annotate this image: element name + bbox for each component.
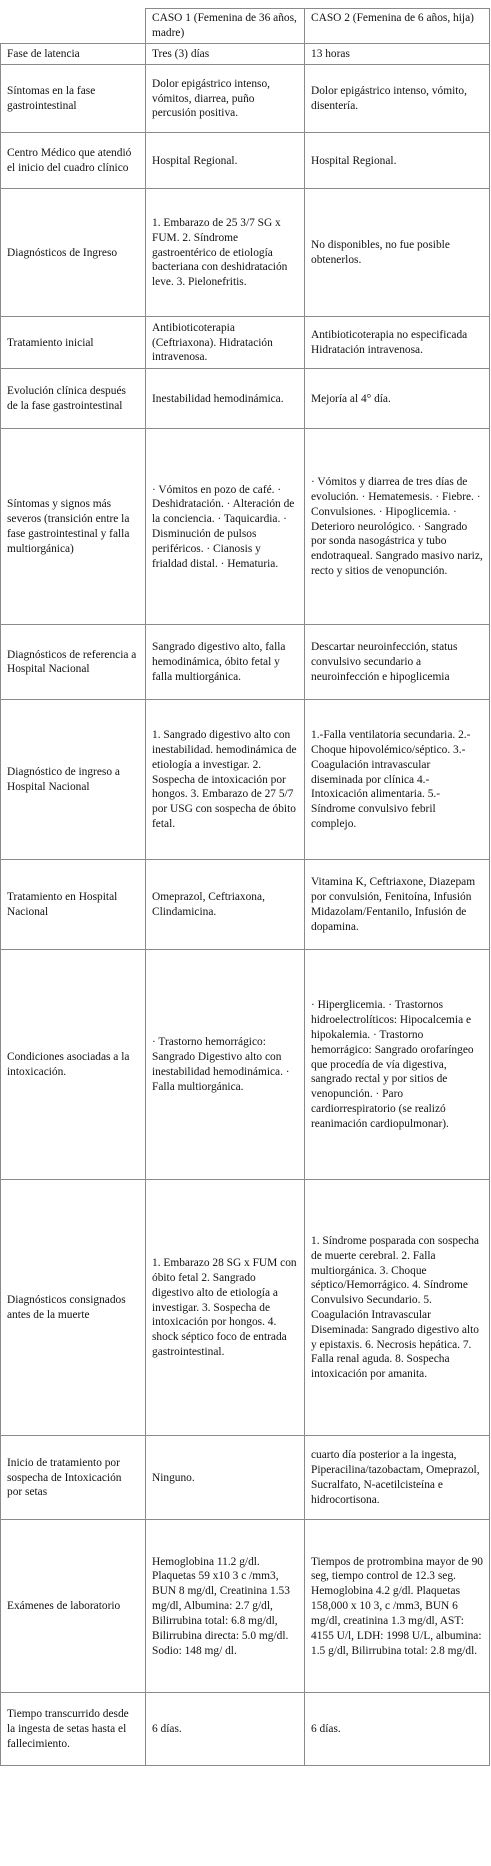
table-row bbox=[1, 1693, 490, 1766]
case1-cell: Hemoglobina 11.2 g/dl. Plaquetas 59 x10 3 c /mm3, BUN 8 mg/dl, Creatinina 1.53 mg/dl, Albumina: 2.7 g/dl, Bilirrubina total: 6.8 mg/dl, Bilirrubina directa: 5.0 mg/dl. Sodio: 148 mg/ dl. bbox=[146, 1520, 305, 1693]
table-row bbox=[1, 950, 490, 1180]
header-case2: CASO 2 (Femenina de 6 años, hija) bbox=[305, 9, 490, 44]
table-row bbox=[1, 133, 490, 189]
row-label: Fase de latencia bbox=[1, 43, 146, 65]
row-label: Diagnósticos consignados antes de la muerte bbox=[1, 1180, 146, 1436]
case2-cell: Descartar neuroinfección, status convulsivo secundario a neuroinfección e hipoglicemia bbox=[305, 625, 490, 700]
case2-cell: 13 horas bbox=[305, 43, 490, 65]
case2-cell: Mejoría al 4° día. bbox=[305, 369, 490, 429]
table-row bbox=[1, 189, 490, 317]
case2-cell: No disponibles, no fue posible obtenerlos. bbox=[305, 189, 490, 317]
case1-cell: Dolor epigástrico intenso, vómitos, diarrea, puño percusión positiva. bbox=[146, 65, 305, 133]
row-label: Exámenes de laboratorio bbox=[1, 1520, 146, 1693]
row-label: Evolución clínica después de la fase gastrointestinal bbox=[1, 369, 146, 429]
case1-cell: Sangrado digestivo alto, falla hemodinámica, óbito fetal y falla multiorgánica. bbox=[146, 625, 305, 700]
case2-cell: 6 días. bbox=[305, 1693, 490, 1766]
case1-cell: · Vómitos en pozo de café. · Deshidratación. · Alteración de la conciencia. · Taquicardia. · Disminución de pulsos periféricos. · Cianosis y frialdad distal. · Hematuria. bbox=[146, 429, 305, 625]
table-row bbox=[1, 700, 490, 860]
case1-cell: Tres (3) días bbox=[146, 43, 305, 65]
case2-cell: Antibioticoterapia no especificada Hidratación intravenosa. bbox=[305, 317, 490, 369]
clinical-cases-table bbox=[0, 8, 490, 1766]
case2-cell: · Vómitos y diarrea de tres días de evolución. · Hematemesis. · Fiebre. · Convulsiones. · Hipoglicemia. · Deterioro neurológico. · Sangrado por sonda nasogástrica y tubo endotraqueal. Sangrado masivo nariz, recto y sitios de venopunción. bbox=[305, 429, 490, 625]
case1-cell: Inestabilidad hemodinámica. bbox=[146, 369, 305, 429]
row-label: Tiempo transcurrido desde la ingesta de setas hasta el fallecimiento. bbox=[1, 1693, 146, 1766]
row-label: Condiciones asociadas a la intoxicación. bbox=[1, 950, 146, 1180]
header-corner-cell bbox=[1, 9, 146, 44]
case2-cell: Dolor epigástrico intenso, vómito, disentería. bbox=[305, 65, 490, 133]
case1-cell: Ninguno. bbox=[146, 1436, 305, 1520]
table-row bbox=[1, 43, 490, 65]
row-label: Diagnóstico de ingreso a Hospital Nacional bbox=[1, 700, 146, 860]
row-label: Tratamiento inicial bbox=[1, 317, 146, 369]
table-row bbox=[1, 65, 490, 133]
case2-cell: Tiempos de protrombina mayor de 90 seg, tiempo control de 12.3 seg. Hemoglobina 4.2 g/dl. Plaquetas 158,000 x 10 3, c /mm3, BUN 6 mg/dl, creatinina 1.3 mg/dl, AST: 4155 U/l, LDH: 1998 U/L, albumina: 1.5 g/dl, Bilirrubina total: 2.8 mg/dl. bbox=[305, 1520, 490, 1693]
case1-cell: · Trastorno hemorrágico: Sangrado Digestivo alto con inestabilidad hemodinámica. · Falla multiorgánica. bbox=[146, 950, 305, 1180]
case1-cell: Omeprazol, Ceftriaxona, Clindamicina. bbox=[146, 860, 305, 950]
row-label: Centro Médico que atendió el inicio del cuadro clínico bbox=[1, 133, 146, 189]
table-header-row bbox=[1, 9, 490, 44]
case2-cell: · Hiperglicemia. · Trastornos hidroelectrolíticos: Hipocalcemia e hipokalemia. · Trastorno hemorrágico: Sangrado orofaríngeo que procedía de vía digestiva, sangrado rectal y por sitios de venopunción. · Paro cardiorrespiratorio (se realizó reanimación cardiopulmonar). bbox=[305, 950, 490, 1180]
case1-cell: 6 días. bbox=[146, 1693, 305, 1766]
case2-cell: cuarto día posterior a la ingesta, Piperacilina/tazobactam, Omeprazol, Sucralfato, N-acetilcisteína e hidrocortisona. bbox=[305, 1436, 490, 1520]
case1-cell: 1. Embarazo 28 SG x FUM con óbito fetal 2. Sangrado digestivo alto de etiología a investigar. 3. Sospecha de intoxicación por hongos. 4. shock séptico foco de entrada gastrointestinal. bbox=[146, 1180, 305, 1436]
table-row bbox=[1, 860, 490, 950]
row-label: Diagnósticos de referencia a Hospital Nacional bbox=[1, 625, 146, 700]
case2-cell: Hospital Regional. bbox=[305, 133, 490, 189]
row-label: Tratamiento en Hospital Nacional bbox=[1, 860, 146, 950]
table-row bbox=[1, 1520, 490, 1693]
row-label: Síntomas y signos más severos (transición entre la fase gastrointestinal y falla multiorgánica) bbox=[1, 429, 146, 625]
row-label: Síntomas en la fase gastrointestinal bbox=[1, 65, 146, 133]
table-row bbox=[1, 369, 490, 429]
row-label: Inicio de tratamiento por sospecha de Intoxicación por setas bbox=[1, 1436, 146, 1520]
case2-cell: Vitamina K, Ceftriaxone, Diazepam por convulsión, Fenitoína, Infusión Midazolam/Fentanilo, Infusión de dopamina. bbox=[305, 860, 490, 950]
case2-cell: 1.-Falla ventilatoria secundaria. 2.-Choque hipovolémico/séptico. 3.-Coagulación intravascular diseminada por clínica 4.-Intoxicación alimentaria. 5.-Síndrome convulsivo febril complejo. bbox=[305, 700, 490, 860]
case1-cell: 1. Sangrado digestivo alto con inestabilidad. hemodinámica de etiología a investigar. 2. Sospecha de intoxicación por hongos. 3. Embarazo de 27 5/7 por USG con sospecha de óbito fetal. bbox=[146, 700, 305, 860]
table-row bbox=[1, 1180, 490, 1436]
case1-cell: 1. Embarazo de 25 3/7 SG x FUM. 2. Síndrome gastroentérico de etiología bacteriana con deshidratación leve. 3. Pielonefritis. bbox=[146, 189, 305, 317]
table-row bbox=[1, 317, 490, 369]
case1-cell: Antibioticoterapia (Ceftriaxona). Hidratación intravenosa. bbox=[146, 317, 305, 369]
table-row bbox=[1, 1436, 490, 1520]
table-row bbox=[1, 429, 490, 625]
row-label: Diagnósticos de Ingreso bbox=[1, 189, 146, 317]
header-case1: CASO 1 (Femenina de 36 años, madre) bbox=[146, 9, 305, 44]
table-row bbox=[1, 625, 490, 700]
case2-cell: 1. Síndrome posparada con sospecha de muerte cerebral. 2. Falla multiorgánica. 3. Choque séptico/Hemorrágico. 4. Síndrome Convulsivo Secundario. 5. Coagulación Intravascular Diseminada: Sangrado digestivo alto y epistaxis. 6. Necrosis hepática. 7. Falla renal aguda. 8. Sospecha intoxicación por amanita. bbox=[305, 1180, 490, 1436]
case1-cell: Hospital Regional. bbox=[146, 133, 305, 189]
